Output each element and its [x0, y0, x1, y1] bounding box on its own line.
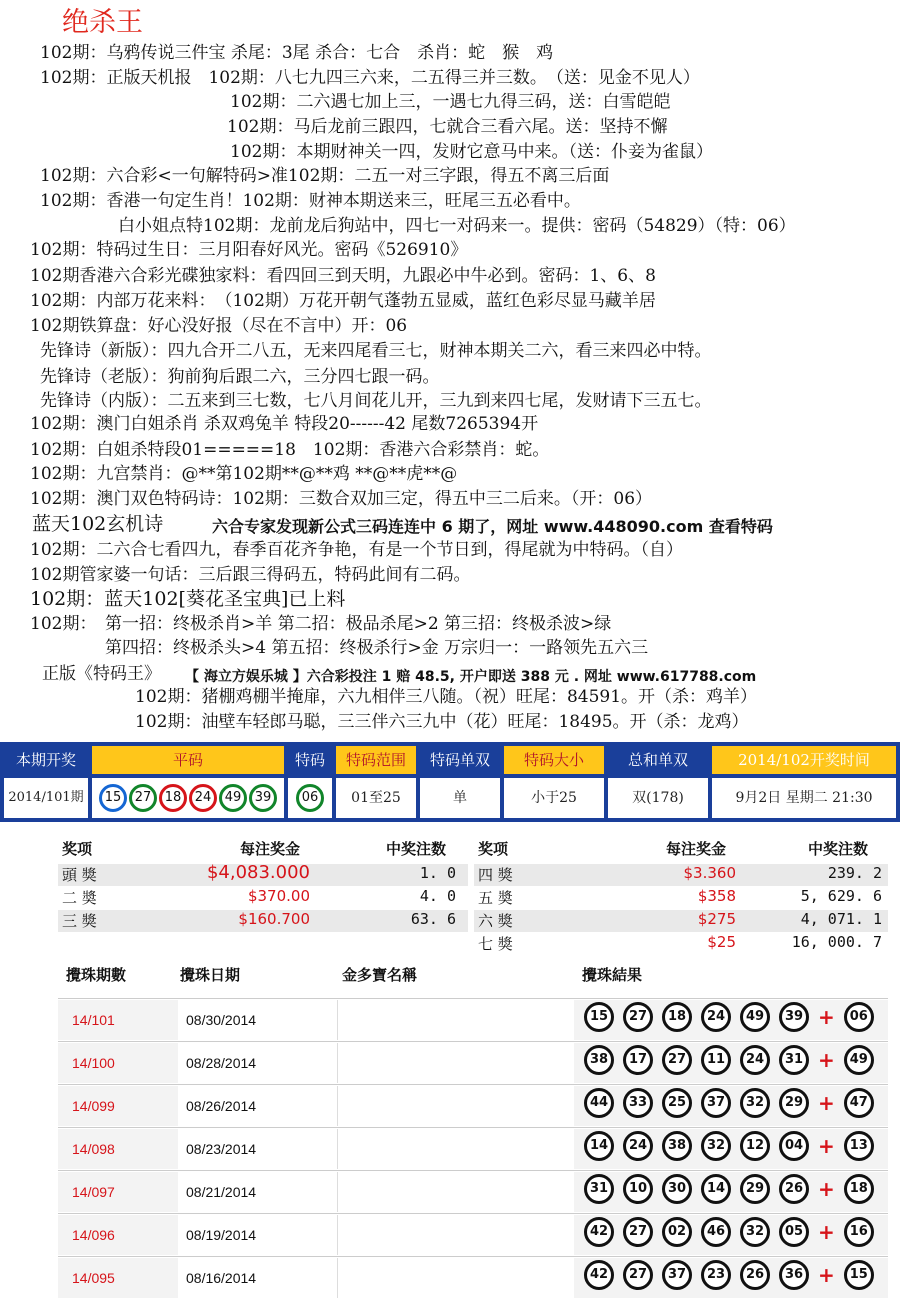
prize-amount: $370.00	[247, 887, 310, 905]
prize-header: 奖项	[478, 840, 509, 858]
header-cell: 平码	[92, 746, 284, 774]
ball: 15	[99, 784, 127, 812]
draw-date: 08/26/2014	[186, 1098, 257, 1114]
result-table	[0, 742, 900, 822]
sum-odd-even-cell: 双(178)	[608, 778, 708, 818]
ball: 26	[740, 1260, 770, 1290]
text-line: 102期：澳门白姐杀肖 杀双鸡兔羊 特段20------42 尾数7265394开	[30, 414, 539, 434]
text-line: 102期：六合彩<一句解特码>准102期：二五一对三字跟，得五不离三后面	[40, 166, 610, 186]
special-ball: 49	[844, 1045, 874, 1075]
text-line: 第四招：终极杀头>4 第五招：终极杀行>金 万宗归一：一路领先五六三	[105, 638, 649, 658]
ball: 29	[740, 1174, 770, 1204]
text-line: 102期：内部万花来料： （102期）万花开朝气蓬勃五显威，蓝红色彩尽显马藏羊居	[30, 291, 656, 311]
draw-balls	[584, 1045, 883, 1075]
ball: 26	[779, 1174, 809, 1204]
text-line: 先锋诗（内版）：二五来到三七数，七八月间花儿开，三九到来四七尾，发财请下三五七。	[40, 391, 712, 411]
draw-date: 08/19/2014	[186, 1227, 257, 1243]
text-line: 102期：香港一句定生肖！102期：财神本期送来三，旺尾三五必看中。	[40, 191, 581, 211]
ball: 04	[779, 1131, 809, 1161]
special-ball: 15	[844, 1260, 874, 1290]
header-cell: 本期开奖	[4, 746, 88, 774]
ad-banner: 六合专家发现新公式三码连连中 6 期了，网址 www.448090.com 查看特码	[212, 517, 773, 536]
row-divider	[58, 1256, 888, 1257]
prize-amount: $25	[707, 933, 736, 951]
draw-balls	[584, 1088, 883, 1118]
ball: 24	[623, 1131, 653, 1161]
table-row	[58, 1172, 888, 1212]
special-ball: 06	[296, 784, 324, 812]
text-line: 白小姐点特102期：龙前龙后狗站中，四七一对码来一。提供：密码（54829）（特：06）	[118, 216, 796, 236]
text-line: 102期：油壁车轻郎马聪，三三伴六三九中（花）旺尾：18495。开（杀：龙鸡）	[135, 712, 749, 732]
ball: 15	[584, 1002, 614, 1032]
header-cell: 特码大小	[504, 746, 604, 774]
table-row	[58, 1086, 888, 1126]
prize-amount: $160.700	[238, 910, 310, 928]
ball: 46	[701, 1217, 731, 1247]
special-ball-cell	[288, 778, 332, 818]
prize-header: 中奖注数	[386, 840, 447, 858]
history-header: 金多寶名稱	[342, 966, 418, 984]
draw-balls	[584, 1260, 883, 1290]
ball: 23	[701, 1260, 731, 1290]
ball: 30	[662, 1174, 692, 1204]
ball: 39	[779, 1002, 809, 1032]
ball: 24	[701, 1002, 731, 1032]
ball: 27	[623, 1217, 653, 1247]
prize-count: 1. 0	[419, 864, 456, 882]
prize-name: 六 獎	[478, 912, 513, 930]
table-row	[58, 1215, 888, 1255]
draw-id: 14/100	[72, 1055, 115, 1071]
prize-count: 16, 000. 7	[791, 933, 882, 951]
special-ball: 06	[844, 1002, 874, 1032]
text-line: 102期：白姐杀特段01=====18 102期：香港六合彩禁肖：蛇。	[30, 440, 550, 460]
ball: 05	[779, 1217, 809, 1247]
ball: 32	[740, 1217, 770, 1247]
table-row	[58, 1258, 888, 1298]
prize-name: 頭 獎	[62, 866, 97, 884]
draw-date: 08/30/2014	[186, 1012, 257, 1028]
special-ball: 16	[844, 1217, 874, 1247]
ball: 31	[584, 1174, 614, 1204]
row-divider	[58, 998, 888, 999]
ball: 02	[662, 1217, 692, 1247]
prize-header: 每注奖金	[666, 840, 727, 858]
draw-id: 14/101	[72, 1012, 115, 1028]
header-cell: 2014/102开奖时间	[712, 746, 896, 774]
ball: 36	[779, 1260, 809, 1290]
row-divider	[58, 1084, 888, 1085]
row-divider	[58, 1041, 888, 1042]
prize-amount: $358	[697, 887, 736, 905]
draw-date: 08/16/2014	[186, 1270, 257, 1286]
ball: 37	[662, 1260, 692, 1290]
text-line: 102期：澳门双色特码诗：102期：三数合双加三定，得五中三二后来。（开：06）	[30, 489, 653, 509]
text-line: 102期管家婆一句话：三后跟三得码五，特码此间有二码。	[30, 565, 471, 585]
ball: 49	[740, 1002, 770, 1032]
history-header: 攪珠結果	[582, 966, 643, 984]
draw-id: 14/096	[72, 1227, 115, 1243]
prize-amount: $275	[697, 910, 736, 928]
prize-amount: $4,083.000	[206, 862, 310, 883]
ball: 31	[779, 1045, 809, 1075]
draw-id: 14/097	[72, 1184, 115, 1200]
special-ball: 18	[844, 1174, 874, 1204]
size-cell: 小于25	[504, 778, 604, 818]
text-line: 102期：正版天机报 102期：八七九四三六来，二五得三并三数。 （送：见金不见人）	[40, 68, 700, 88]
prize-name: 三 獎	[62, 912, 97, 930]
draw-balls	[584, 1131, 883, 1161]
row-divider	[58, 1170, 888, 1171]
prize-header: 每注奖金	[240, 840, 301, 858]
ball: 32	[701, 1131, 731, 1161]
ball: 27	[662, 1045, 692, 1075]
prize-count: 4. 0	[419, 887, 456, 905]
plus-sign: +	[818, 1263, 835, 1287]
table-row	[58, 1129, 888, 1169]
special-ball: 47	[844, 1088, 874, 1118]
plus-sign: +	[818, 1220, 835, 1244]
issue-cell: 2014/101期	[4, 778, 88, 818]
prize-name: 二 奬	[62, 889, 97, 907]
ball: 25	[662, 1088, 692, 1118]
ball: 37	[701, 1088, 731, 1118]
plus-sign: +	[818, 1005, 835, 1029]
ball: 11	[701, 1045, 731, 1075]
text-line: 102期：马后龙前三跟四，七就合三看六尾。送：坚持不懈	[227, 117, 668, 137]
ball: 24	[189, 784, 217, 812]
header-cell: 特码	[288, 746, 332, 774]
text-line: 102期：九宫禁肖：@**第102期**@**鸡 **@**虎**@	[30, 464, 458, 484]
table-row	[58, 1000, 888, 1040]
prize-header: 奖项	[62, 840, 93, 858]
ball: 18	[662, 1002, 692, 1032]
prize-name: 四 獎	[478, 866, 513, 884]
text-line: 102期： 第一招：终极杀肖>羊 第二招：极品杀尾>2 第三招：终极杀波>绿	[30, 614, 612, 634]
range-cell: 01至25	[336, 778, 416, 818]
text-line: 102期：乌鸦传说三件宝 杀尾：3尾 杀合：七合 杀肖：蛇 猴 鸡	[40, 43, 554, 63]
ball: 18	[159, 784, 187, 812]
draw-id: 14/099	[72, 1098, 115, 1114]
draw-balls	[584, 1174, 883, 1204]
special-ball: 13	[844, 1131, 874, 1161]
text-line: 102期：蓝天102[葵花圣宝典]已上料	[30, 588, 346, 610]
ball: 14	[584, 1131, 614, 1161]
ball: 38	[662, 1131, 692, 1161]
prize-count: 63. 6	[410, 910, 456, 928]
draw-date: 08/23/2014	[186, 1141, 257, 1157]
text-line: 102期：本期财神关一四，发财它意马中来。（送：仆妾为雀鼠）	[230, 142, 713, 162]
prize-amount: $3.360	[683, 864, 736, 882]
text-line: 102期铁算盘：好心没好报（尽在不言中）开：06	[30, 316, 408, 336]
ball: 42	[584, 1217, 614, 1247]
ball: 24	[740, 1045, 770, 1075]
row-divider	[58, 1213, 888, 1214]
text-line: 102期：二六遇七加上三，一遇七九得三码，送：白雪皑皑	[230, 92, 671, 112]
ball: 14	[701, 1174, 731, 1204]
prize-count: 4, 071. 1	[800, 910, 882, 928]
ball: 49	[219, 784, 247, 812]
draw-id: 14/098	[72, 1141, 115, 1157]
ball: 42	[584, 1260, 614, 1290]
prize-name: 五 奬	[478, 889, 513, 907]
ad-banner: 【 海立方娱乐城 】六合彩投注 1 赔 48.5, 开户即送 388 元 . 网址 www.617788.com	[185, 669, 757, 685]
draw-date: 08/21/2014	[186, 1184, 257, 1200]
plus-sign: +	[818, 1048, 835, 1072]
ball: 10	[623, 1174, 653, 1204]
page-title: 绝杀王	[62, 7, 143, 38]
ball: 27	[623, 1260, 653, 1290]
prize-count: 239. 2	[827, 864, 882, 882]
section-heading: 蓝天102玄机诗	[32, 513, 164, 535]
text-line: 102期香港六合彩光碟独家料：看四回三到天明，九跟必中牛必到。密码：1、6、8	[30, 266, 656, 286]
table-row	[58, 1043, 888, 1083]
text-line: 102期：特码过生日：三月阳春好风光。密码《526910》	[30, 240, 468, 260]
text-line: 102期：猪棚鸡棚半掩扉，六九相伴三八随。（祝）旺尾：84591。开（杀：鸡羊）	[135, 687, 758, 707]
prize-count: 5, 629. 6	[800, 887, 882, 905]
ball: 33	[623, 1088, 653, 1118]
header-cell: 特码单双	[420, 746, 500, 774]
odd-even-cell: 单	[420, 778, 500, 818]
ball: 29	[779, 1088, 809, 1118]
plus-sign: +	[818, 1177, 835, 1201]
prize-name: 七 獎	[478, 935, 513, 953]
ball: 27	[129, 784, 157, 812]
plus-sign: +	[818, 1134, 835, 1158]
history-header: 攪珠期數	[66, 966, 127, 984]
normal-balls-cell	[92, 778, 284, 818]
ball: 38	[584, 1045, 614, 1075]
draw-balls	[584, 1002, 883, 1032]
ball: 39	[249, 784, 277, 812]
text-line: 正版《特码王》	[42, 664, 161, 684]
plus-sign: +	[818, 1091, 835, 1115]
next-time-cell: 9月2日 星期二 21:30	[712, 778, 896, 818]
ball: 12	[740, 1131, 770, 1161]
text-line: 102期：二六合七看四九，春季百花齐争艳，有是一个节日到，得尾就为中特码。（自）	[30, 540, 683, 560]
history-header: 攪珠日期	[180, 966, 241, 984]
ball: 44	[584, 1088, 614, 1118]
draw-id: 14/095	[72, 1270, 115, 1286]
draw-balls	[584, 1217, 883, 1247]
row-divider	[58, 1127, 888, 1128]
header-cell: 总和单双	[608, 746, 708, 774]
prize-header: 中奖注数	[808, 840, 869, 858]
text-line: 先锋诗（新版）：四九合开二八五，无来四尾看三七，财神本期关二六，看三来四必中特。	[40, 341, 712, 361]
ball: 17	[623, 1045, 653, 1075]
draw-date: 08/28/2014	[186, 1055, 257, 1071]
ball: 32	[740, 1088, 770, 1118]
ball: 27	[623, 1002, 653, 1032]
text-line: 先锋诗（老版）：狗前狗后跟二六，三分四七跟一码。	[40, 367, 440, 387]
header-cell: 特码范围	[336, 746, 416, 774]
